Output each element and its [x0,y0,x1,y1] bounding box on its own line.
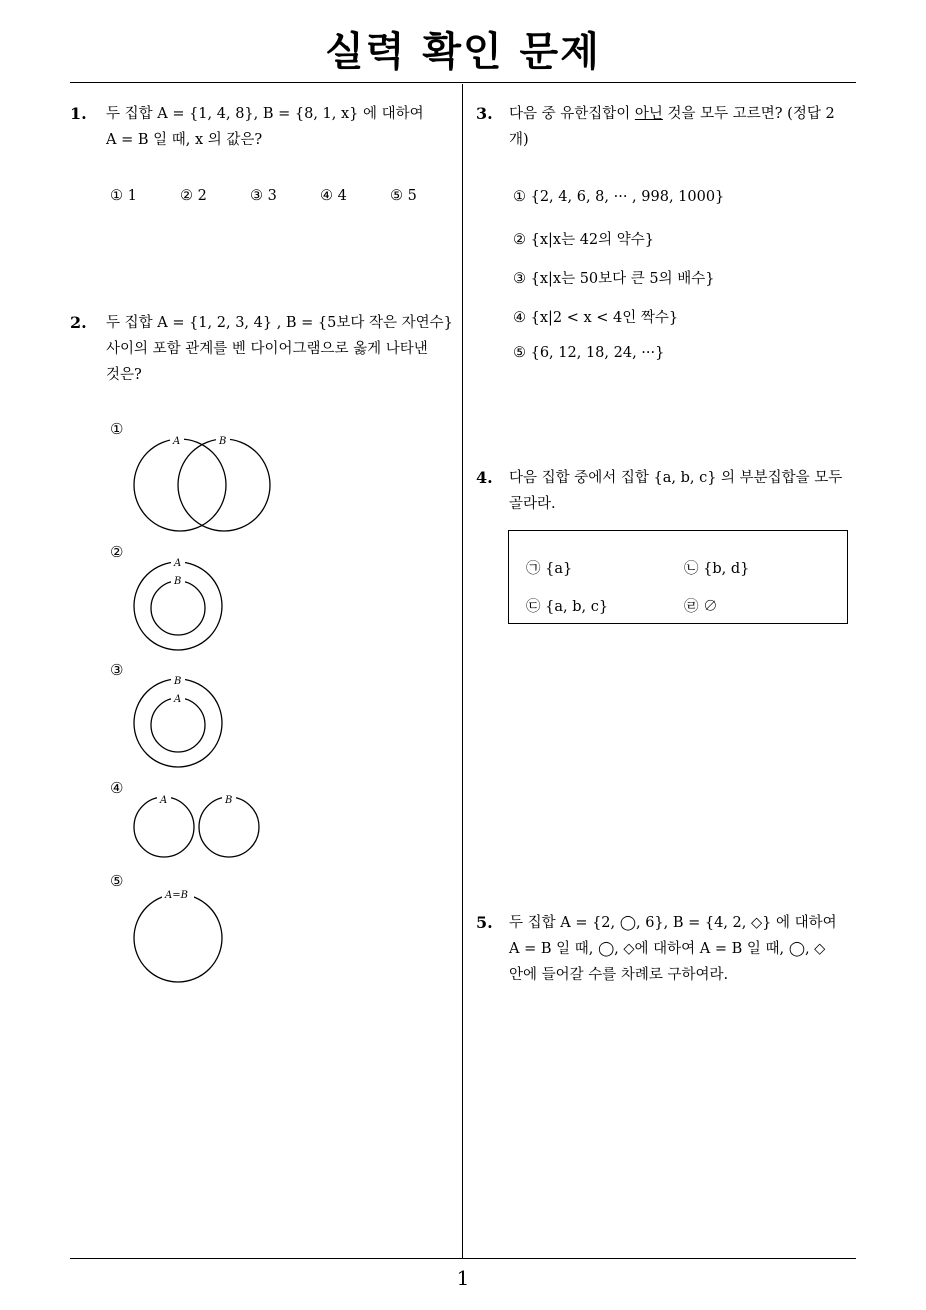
question-number: 4. [476,468,493,487]
question-text-line: 사이의 포함 관계를 벤 다이어그램으로 옳게 나타낸 [106,341,428,357]
question-text-line: A = B 일 때, x 의 값은? [106,132,263,148]
question-number: 1. [70,104,87,123]
question-text-line: 두 집합 A = {2, ◯, 6}, B = {4, 2, ◇} 에 대하여 [509,915,837,931]
q2-option-5-marker[interactable]: ⑤ [110,872,124,890]
question-text-part: 다음 중 유한집합이 [509,106,635,122]
venn-5-label: A=B [165,890,188,901]
q4-choice-box [508,530,848,624]
q4-choice-3[interactable]: ㉢ {a, b, c} [526,599,609,615]
venn-option-4[interactable] [134,793,259,857]
q4-choice-2[interactable]: ㉡ {b, d} [684,561,750,577]
question-number: 3. [476,104,493,123]
venn-2-label-outer: A [174,558,182,569]
question-text [509,101,861,153]
venn-option-1[interactable] [134,435,270,531]
question-text-line: 골라라. [509,496,556,512]
question-text-line: 다음 집합 중에서 집합 {a, b, c} 의 부분집합을 모두 [509,470,843,486]
question-text-line: 것은? [106,367,142,383]
venn-1-label-b: B [219,436,227,447]
venn-4-label-a: A [160,795,168,806]
q2-option-2-marker[interactable]: ② [110,543,124,561]
question-text-line: 개) [509,132,529,148]
q3-option-4[interactable]: ④ {x|2 < x < 4인 짝수} [513,310,679,326]
q3-option-2[interactable]: ② {x|x는 42의 약수} [513,232,654,248]
q2-option-3-marker[interactable]: ③ [110,661,124,679]
venn-2-label-inner: B [174,576,182,587]
question-number: 5. [476,913,493,932]
q3-option-5[interactable]: ⑤ {6, 12, 18, 24, ···} [513,345,665,361]
q1-option-4[interactable]: ④ 4 [320,188,347,204]
venn-1-label-a: A [173,436,181,447]
q2-option-4-marker[interactable]: ④ [110,779,124,797]
q1-option-5[interactable]: ⑤ 5 [390,188,417,204]
q2-option-1-marker[interactable]: ① [110,420,124,438]
question-text-line [509,101,861,127]
question-text-emphasis: 아닌 [634,106,663,122]
venn-4-label-b: B [225,795,233,806]
q1-option-2[interactable]: ② 2 [180,188,207,204]
question-text [509,910,861,988]
question-text [509,465,861,517]
question-number: 2. [70,313,87,332]
venn-3-label-inner: A [174,694,182,705]
venn-3-label-outer: B [174,676,182,687]
page-title: 실력 확인 문제 [325,29,601,75]
venn-option-3[interactable] [134,675,222,767]
question-text-line: 두 집합 A = {1, 4, 8}, B = {8, 1, x} 에 대하여 [106,106,424,122]
venn-option-5[interactable] [134,888,222,982]
venn-option-2[interactable] [134,557,222,650]
q3-option-3[interactable]: ③ {x|x는 50보다 큰 5의 배수} [513,271,715,287]
question-text-line: 두 집합 A = {1, 2, 3, 4} , B = {5보다 작은 자연수} [106,315,453,331]
q1-option-1[interactable]: ① 1 [110,188,137,204]
q4-choice-1[interactable]: ㉠ {a} [526,561,573,577]
q1-option-3[interactable]: ③ 3 [250,188,277,204]
q3-option-1[interactable]: ① {2, 4, 6, 8, ··· , 998, 1000} [513,189,725,205]
question-text-part: 것을 모두 고르면? (정답 2 [662,106,835,122]
q4-choice-4[interactable]: ㉣ ∅ [684,599,718,615]
question-text-line: 안에 들어갈 수를 차례로 구하여라. [509,967,729,983]
page-number: 1 [456,1266,470,1290]
question-text-line: A = B 일 때, ◯, ◇에 대하여 A = B 일 때, ◯, ◇ [509,941,826,957]
